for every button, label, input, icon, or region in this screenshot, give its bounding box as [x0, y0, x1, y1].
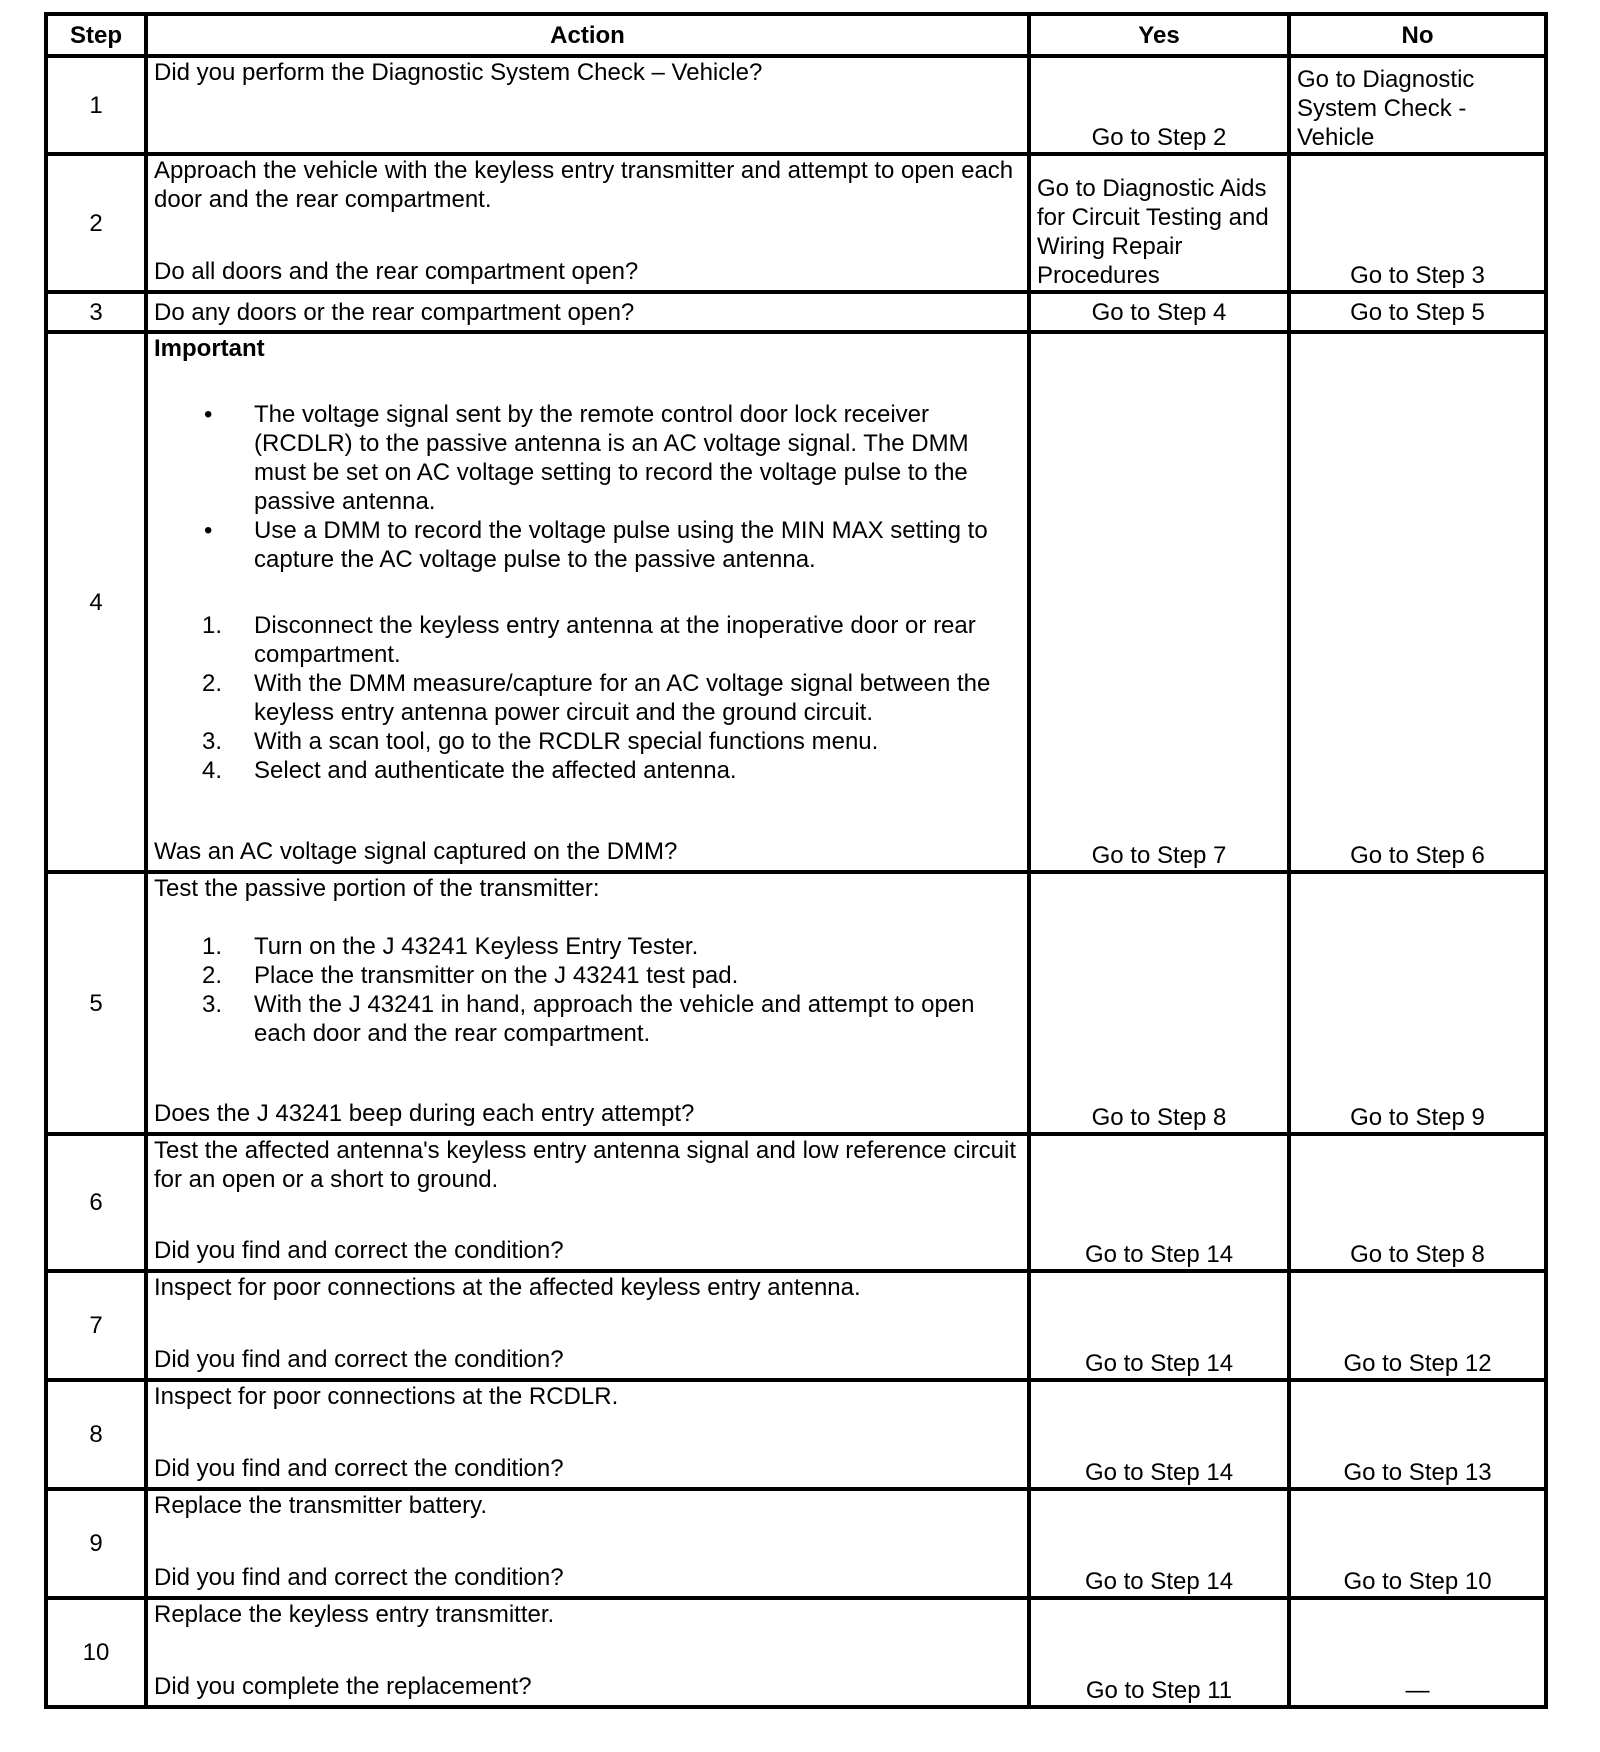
table-row: [46, 1380, 1546, 1489]
table-row: [46, 1271, 1546, 1380]
action-text: [146, 1489, 1029, 1598]
important-bullets: [154, 400, 1021, 574]
action-text: [146, 56, 1029, 154]
list-item: • The voltage signal sent by the remote control door lock receiver (RCDLR) to the passive antenna is an AC voltage signal. The DMM must be set on AC voltage setting to record the voltage pulse to the passive antenna.: [204, 401, 969, 515]
action-text: [146, 1380, 1029, 1489]
header-row: [46, 14, 1546, 56]
table-row: [46, 1598, 1546, 1707]
step-number: 3: [46, 292, 146, 332]
action-instruction: Test the affected antenna's keyless entry antenna signal and low reference circuit for an open or a short to ground.: [154, 1137, 1016, 1193]
action-instruction: Replace the transmitter battery.: [154, 1492, 488, 1519]
step-number: 9: [46, 1489, 146, 1598]
step-number: 8: [46, 1380, 146, 1489]
action-instruction: Replace the keyless entry transmitter.: [154, 1601, 555, 1628]
no-result: Go to Diagnostic System Check - Vehicle: [1289, 56, 1546, 154]
table-row: [46, 1489, 1546, 1598]
action-text: [146, 1598, 1029, 1707]
table-row: [46, 332, 1546, 872]
step-number: 4: [46, 332, 146, 872]
yes-result: Go to Step 8: [1029, 872, 1289, 1134]
no-result: Go to Step 12: [1289, 1271, 1546, 1380]
yes-result: Go to Step 14: [1029, 1380, 1289, 1489]
list-item: 2. Place the transmitter on the J 43241 test pad.: [202, 962, 739, 989]
action-instruction: Inspect for poor connections at the affected keyless entry antenna.: [154, 1274, 861, 1301]
action-text: [146, 872, 1029, 1134]
action-text: [146, 1134, 1029, 1271]
yes-result: Go to Step 14: [1029, 1134, 1289, 1271]
step-number: 2: [46, 154, 146, 292]
step-number: 1: [46, 56, 146, 154]
no-result: Go to Step 9: [1289, 872, 1546, 1134]
list-item: 3. With the J 43241 in hand, approach the vehicle and attempt to open each door and the rear compartment.: [202, 991, 975, 1047]
list-item: 3. With a scan tool, go to the RCDLR special functions menu.: [202, 728, 879, 755]
list-item: 1. Disconnect the keyless entry antenna at the inoperative door or rear compartment.: [202, 612, 976, 668]
action-question: Was an AC voltage signal captured on the DMM?: [154, 838, 678, 865]
step-number: 6: [46, 1134, 146, 1271]
action-question: Do any doors or the rear compartment open?: [154, 298, 635, 326]
yes-result: Go to Step 14: [1029, 1489, 1289, 1598]
action-text: [146, 332, 1029, 872]
step-number: 10: [46, 1598, 146, 1707]
bullet-icon: •: [204, 517, 213, 544]
action-question: Did you complete the replacement?: [154, 1673, 532, 1700]
table-row: [46, 292, 1546, 332]
table-row: [46, 56, 1546, 154]
action-text: [146, 292, 1029, 332]
no-result: Go to Step 8: [1289, 1134, 1546, 1271]
procedure-steps: [154, 611, 1021, 785]
table-row: [46, 154, 1546, 292]
action-question: Did you find and correct the condition?: [154, 1237, 564, 1264]
header-no: No: [1289, 14, 1546, 56]
table-row: [46, 872, 1546, 1134]
action-question: Did you find and correct the condition?: [154, 1564, 564, 1591]
no-result: Go to Step 5: [1289, 292, 1546, 332]
step-number: 7: [46, 1271, 146, 1380]
header-action: Action: [146, 14, 1029, 56]
yes-result: Go to Step 7: [1029, 332, 1289, 872]
action-question: Do all doors and the rear compartment open?: [154, 258, 639, 285]
action-question: Does the J 43241 beep during each entry attempt?: [154, 1100, 695, 1127]
no-result: Go to Step 3: [1289, 154, 1546, 292]
list-item: • Use a DMM to record the voltage pulse using the MIN MAX setting to capture the AC voltage pulse to the passive antenna.: [204, 517, 988, 573]
list-item: 2. With the DMM measure/capture for an AC voltage signal between the keyless entry antenna power circuit and the ground circuit.: [202, 670, 991, 726]
action-question: Did you find and correct the condition?: [154, 1346, 564, 1373]
diagnostic-table: [44, 12, 1548, 1709]
table-row: [46, 1134, 1546, 1271]
step-number: 5: [46, 872, 146, 1134]
list-item: 4. Select and authenticate the affected antenna.: [202, 757, 737, 784]
action-instruction: Did you perform the Diagnostic System Check – Vehicle?: [154, 59, 763, 86]
procedure-steps: [154, 932, 1021, 1048]
yes-result: Go to Diagnostic Aids for Circuit Testing and Wiring Repair Procedures: [1029, 154, 1289, 292]
yes-result: Go to Step 14: [1029, 1271, 1289, 1380]
yes-result: Go to Step 4: [1029, 292, 1289, 332]
header-yes: Yes: [1029, 14, 1289, 56]
no-result: Go to Step 10: [1289, 1489, 1546, 1598]
list-item: 1. Turn on the J 43241 Keyless Entry Tester.: [202, 933, 699, 960]
yes-result: Go to Step 11: [1029, 1598, 1289, 1707]
yes-result: Go to Step 2: [1029, 56, 1289, 154]
action-instruction: Approach the vehicle with the keyless entry transmitter and attempt to open each door and the rear compartment.: [154, 157, 1014, 213]
action-question: Did you find and correct the condition?: [154, 1455, 564, 1482]
action-instruction: Inspect for poor connections at the RCDLR.: [154, 1383, 619, 1410]
action-text: [146, 154, 1029, 292]
important-heading: Important: [154, 335, 265, 362]
no-result: Go to Step 13: [1289, 1380, 1546, 1489]
action-text: [146, 1271, 1029, 1380]
bullet-icon: •: [204, 401, 213, 428]
action-instruction: Test the passive portion of the transmitter:: [154, 875, 600, 902]
no-result: Go to Step 6: [1289, 332, 1546, 872]
header-step: Step: [46, 14, 146, 56]
no-result: —: [1289, 1598, 1546, 1707]
